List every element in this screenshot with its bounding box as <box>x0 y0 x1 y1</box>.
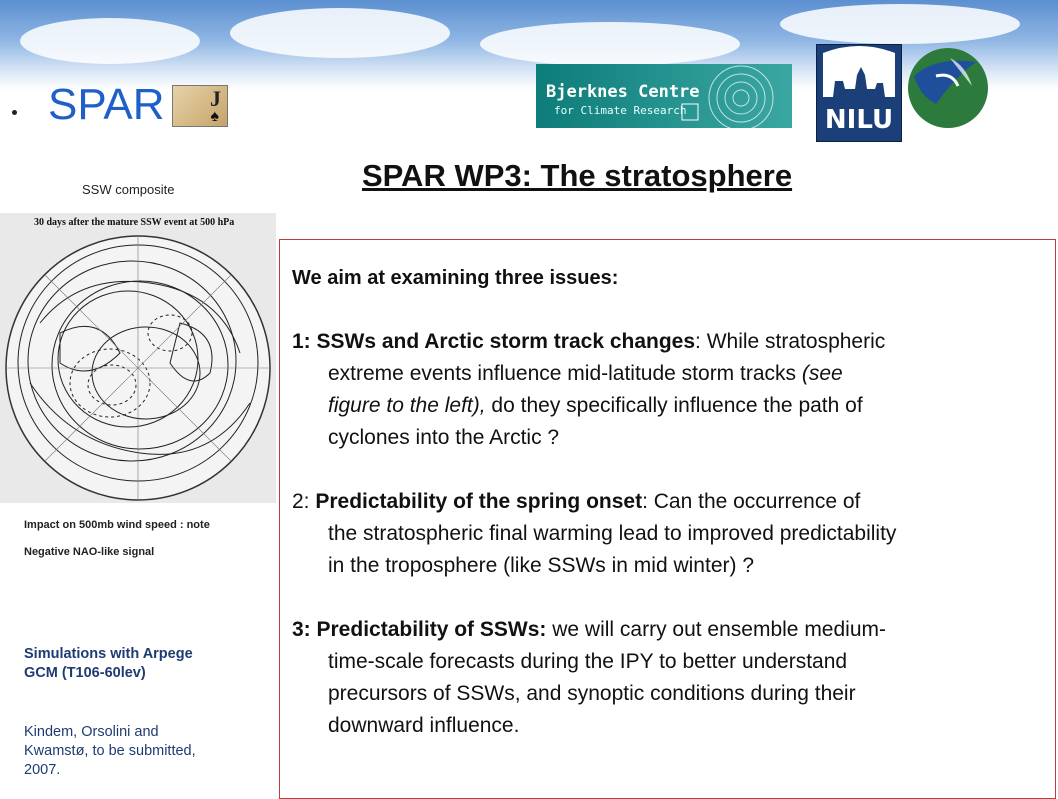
issue-1-heading: SSWs and Arctic storm track changes <box>316 330 696 353</box>
issue-2-line-1: : Can the occurrence of <box>642 490 861 513</box>
ssw-composite-figure <box>0 213 276 503</box>
caption-line-2: Negative NAO-like signal <box>24 546 155 558</box>
bjerknes-logo <box>536 64 792 128</box>
intro-text: We aim at examining three issues: <box>292 267 619 289</box>
content-box <box>279 239 1056 799</box>
caption-line-1: Impact on 500mb wind speed : note <box>24 519 210 531</box>
slide-title: SPAR WP3: The stratosphere <box>362 158 793 193</box>
skyline-icon <box>817 45 901 105</box>
polar-map-plot <box>0 213 276 503</box>
cloud-shape <box>20 18 200 64</box>
issue-1-line-3-italic: figure to the left), <box>328 394 486 417</box>
cloud-shape <box>230 8 450 58</box>
issue-1-line-3: do they specifically influence the path of <box>485 394 863 417</box>
issue-1-line-2-italic: (see <box>801 362 843 385</box>
reference-note: Kindem, Orsolini and Kwamstø, to be submitted, 2007. <box>24 724 196 778</box>
bjerknes-name: Bjerknes Centre <box>546 82 700 102</box>
issue-1-line-1: While stratospheric <box>706 330 886 353</box>
cloud-shape <box>780 4 1020 44</box>
nilu-text: NILU <box>824 105 894 135</box>
nilu-logo <box>816 44 902 142</box>
playing-card-icon <box>172 85 228 127</box>
composite-label: SSW composite <box>82 182 175 197</box>
issue-2-line-3: in the troposphere (like SSWs in mid winter) ? <box>328 554 754 577</box>
issue-3-line-3: precursors of SSWs, and synoptic conditions during their <box>328 682 856 705</box>
issue-2-number: 2: <box>292 490 316 513</box>
issue-2-line-2: the stratospheric final warming lead to improved predictability <box>328 522 897 545</box>
issue-3-line-2: time-scale forecasts during the IPY to better understand <box>328 650 848 673</box>
simulation-note: Simulations with Arpege GCM (T106-60lev) <box>24 646 193 681</box>
issue-1-line-2: extreme events influence mid-latitude storm tracks <box>328 362 802 385</box>
issue-1-number: 1: <box>292 330 317 353</box>
bullet-icon <box>12 110 17 115</box>
issue-2-heading: Predictability of the spring onset <box>315 490 643 513</box>
issue-3-line-1: we will carry out ensemble medium- <box>546 618 886 641</box>
project-title: SPAR <box>48 80 165 129</box>
globe-logo-icon <box>906 46 990 130</box>
bjerknes-subtitle: for Climate Research <box>554 104 687 117</box>
figure-title: 30 days after the mature SSW event at 500 hPa <box>34 217 235 228</box>
jack-glyph: J <box>210 86 221 111</box>
issue-1-separator: : <box>695 330 707 353</box>
issue-1-line-4: cyclones into the Arctic ? <box>328 426 560 449</box>
issue-3-heading: 3: Predictability of SSWs: <box>292 618 547 641</box>
cloud-shape <box>480 22 740 66</box>
spade-icon: ♠ <box>210 108 219 125</box>
issue-3-line-4: downward influence. <box>328 714 520 737</box>
